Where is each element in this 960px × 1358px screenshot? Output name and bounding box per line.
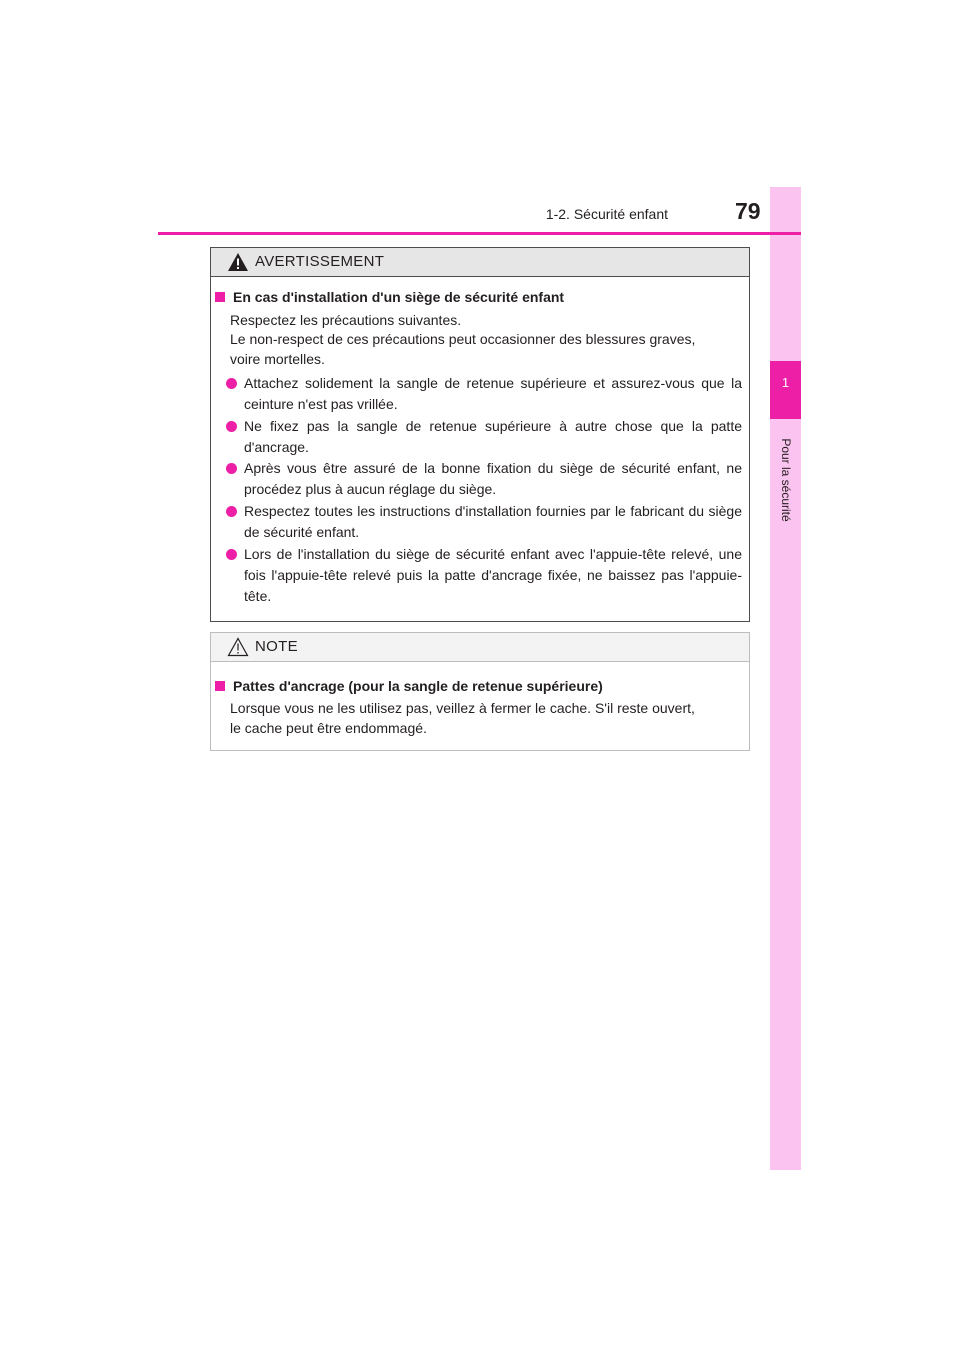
list-item-text: Après vous être assuré de la bonne fixation du siège de sécurité enfant, ne procédez plus à aucun réglage du siège. [244, 460, 742, 497]
chapter-label: Pour la sécurité [779, 438, 793, 522]
note-line: le cache peut être endommagé. [230, 720, 427, 736]
bullet-dot-icon [226, 506, 237, 517]
bullet-dot-icon [226, 421, 237, 432]
caution-outline-icon [227, 637, 249, 657]
list-item [225, 501, 742, 543]
page-number: 79 [735, 198, 761, 224]
warning-intro-line: Respectez les précautions suivantes. [230, 312, 462, 328]
note-header [211, 633, 749, 662]
note-line: Lorsque vous ne les utilisez pas, veillez à fermer le cache. S'il reste ouvert, [230, 700, 695, 716]
chapter-side-tab [770, 187, 801, 1170]
bullet-dot-icon [226, 463, 237, 474]
warning-box [210, 247, 750, 622]
warning-intro-line: voire mortelles. [230, 351, 325, 367]
chapter-number-tab [770, 361, 801, 419]
list-item-text: Lors de l'installation du siège de sécurité enfant avec l'appuie-tête relevé, une fois l'appuie-tête relevé puis la patte d'ancrage fixée, ne baissez pas l'appuie-tête. [244, 546, 742, 604]
square-bullet-icon [215, 681, 225, 691]
list-item [225, 416, 742, 458]
list-item-text: Attachez solidement la sangle de retenue supérieure et assurez-vous que la ceinture n'est pas vrillée. [244, 375, 742, 412]
warning-triangle-icon [227, 252, 249, 272]
list-item-text: Ne fixez pas la sangle de retenue supérieure à autre chose que la patte d'ancrage. [244, 418, 742, 455]
header-rule [158, 232, 801, 235]
note-heading-text: Pattes d'ancrage (pour la sangle de retenue supérieure) [233, 678, 603, 694]
bullet-dot-icon [226, 378, 237, 389]
warning-heading [215, 289, 741, 305]
warning-heading-text: En cas d'installation d'un siège de sécurité enfant [233, 289, 565, 305]
square-bullet-icon [215, 292, 225, 302]
note-heading [215, 678, 741, 694]
chapter-number: 1 [781, 375, 790, 390]
warning-intro-line: Le non-respect de ces précautions peut occasionner des blessures graves, [230, 331, 696, 347]
warning-header [211, 248, 749, 277]
bullet-dot-icon [226, 549, 237, 560]
list-item-text: Respectez toutes les instructions d'installation fournies par le fabricant du siège de sécurité enfant. [244, 503, 742, 540]
note-box [210, 632, 750, 751]
warning-title: AVERTISSEMENT [255, 253, 385, 270]
section-title: 1-2. Sécurité enfant [545, 206, 668, 222]
list-item [225, 458, 742, 500]
list-item [225, 544, 742, 607]
list-item [225, 373, 742, 415]
note-title: NOTE [255, 638, 298, 655]
